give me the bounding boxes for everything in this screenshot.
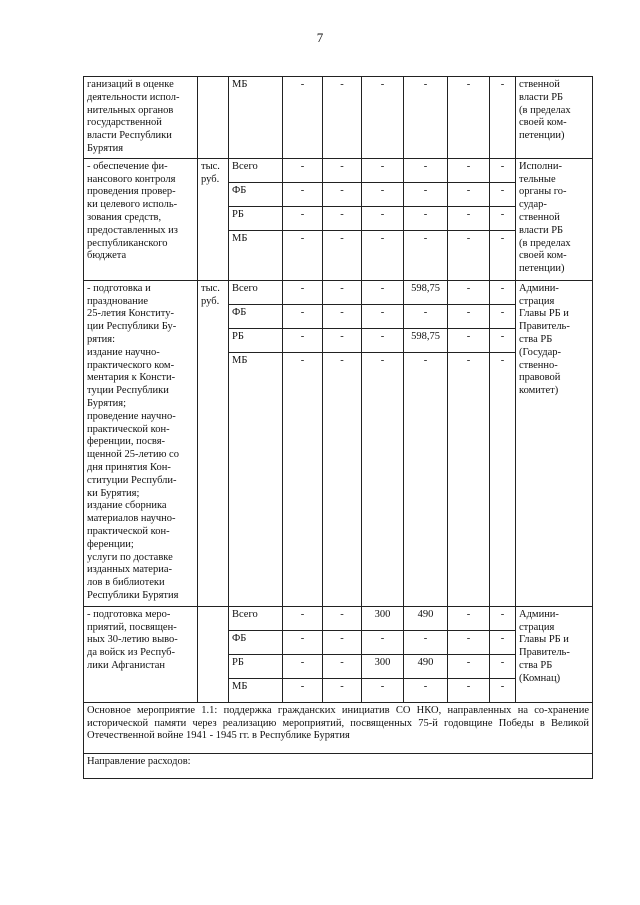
value-cell: - (323, 230, 362, 280)
value-cell: - (404, 230, 448, 280)
value-cell: - (283, 304, 323, 328)
value-cell: - (448, 206, 490, 230)
value-cell: - (362, 206, 404, 230)
funding-source-cell: ФБ (229, 304, 283, 328)
value-cell: - (448, 328, 490, 352)
value-cell: 598,75 (404, 280, 448, 304)
funding-source-cell: Всего (229, 606, 283, 630)
funding-source-cell: ФБ (229, 630, 283, 654)
value-cell: - (323, 158, 362, 182)
unit-cell: тыс. руб. (198, 280, 229, 606)
funding-source-cell: МБ (229, 77, 283, 159)
value-cell: - (448, 606, 490, 630)
value-cell: - (404, 678, 448, 702)
value-cell: - (323, 182, 362, 206)
value-cell: - (362, 352, 404, 606)
value-cell: 300 (362, 654, 404, 678)
value-cell: - (448, 304, 490, 328)
value-cell: - (490, 206, 516, 230)
value-cell: - (283, 352, 323, 606)
value-cell: - (362, 304, 404, 328)
funding-source-cell: РБ (229, 654, 283, 678)
responsible-cell: Исполни- тельные органы го- судар- ственной власти РБ (в пределах своей ком- петенции) (516, 158, 593, 280)
value-cell: - (283, 630, 323, 654)
value-cell: - (323, 630, 362, 654)
value-cell: - (283, 158, 323, 182)
value-cell: - (490, 230, 516, 280)
activity-cell: - подготовка и празднование 25-летия Конститу- ции Республики Бу- рятия: издание научно- практического ком- ментария к Консти- туции Республики Бурятия; проведение научно- практической кон- ференции, посвя- щенной 25-летию со дня принятия Кон- ституции Республи- ки Бурятия; издание сборника материалов научно- практической кон- ференции; услуги по доставке изданных материа- лов в библиотеки Республики Бурятия (84, 280, 198, 606)
value-cell: - (323, 654, 362, 678)
value-cell: - (448, 678, 490, 702)
value-cell: - (323, 77, 362, 159)
value-cell: 300 (362, 606, 404, 630)
responsible-cell: Админи- страция Главы РБ и Правитель- ства РБ (Комнац) (516, 606, 593, 702)
activity-cell: ганизаций в оценке деятельности испол- нительных органов государственной власти Республики Бурятия (84, 77, 198, 159)
value-cell: - (490, 654, 516, 678)
funding-source-cell: РБ (229, 206, 283, 230)
page-number: 7 (316, 30, 324, 45)
value-cell: - (448, 654, 490, 678)
value-cell: - (323, 678, 362, 702)
unit-cell (198, 77, 229, 159)
value-cell: - (362, 280, 404, 304)
funding-source-cell: МБ (229, 230, 283, 280)
value-cell: - (490, 280, 516, 304)
funding-source-cell: Всего (229, 280, 283, 304)
value-cell: - (362, 158, 404, 182)
activity-cell: - подготовка меро- приятий, посвящен- ных 30-летию выво- да войск из Респуб- лики Афганистан (84, 606, 198, 702)
activity-cell: - обеспечение фи- нансового контроля проведения провер- ки целевого исполь- зования средств, предоставленных из республиканского бюджета (84, 158, 198, 280)
direction-row (84, 753, 593, 778)
value-cell: 490 (404, 606, 448, 630)
value-cell: - (283, 206, 323, 230)
value-cell: - (448, 352, 490, 606)
value-cell: 598,75 (404, 328, 448, 352)
value-cell: - (490, 304, 516, 328)
value-cell: - (323, 352, 362, 606)
value-cell: - (323, 328, 362, 352)
value-cell: - (362, 630, 404, 654)
value-cell: - (283, 678, 323, 702)
table-row (84, 158, 593, 182)
value-cell: - (362, 678, 404, 702)
value-cell: - (283, 230, 323, 280)
value-cell: - (283, 77, 323, 159)
value-cell: - (362, 77, 404, 159)
budget-table (83, 76, 593, 779)
value-cell: - (323, 304, 362, 328)
value-cell: - (404, 630, 448, 654)
value-cell: - (448, 182, 490, 206)
table-row (84, 606, 593, 630)
value-cell: - (448, 630, 490, 654)
value-cell: - (404, 182, 448, 206)
value-cell: - (490, 328, 516, 352)
value-cell: - (283, 280, 323, 304)
funding-source-cell: ФБ (229, 182, 283, 206)
value-cell: - (490, 158, 516, 182)
value-cell: - (404, 77, 448, 159)
value-cell: - (490, 77, 516, 159)
value-cell: - (362, 230, 404, 280)
value-cell: - (404, 352, 448, 606)
table-body (84, 77, 593, 779)
responsible-cell: ственной власти РБ (в пределах своей ком- петенции) (516, 77, 593, 159)
value-cell: - (283, 182, 323, 206)
value-cell: - (283, 654, 323, 678)
responsible-cell: Админи- страция Главы РБ и Правитель- ства РБ (Государ- ственно- правовой комитет) (516, 280, 593, 606)
funding-source-cell: Всего (229, 158, 283, 182)
value-cell: - (323, 280, 362, 304)
value-cell: - (490, 630, 516, 654)
value-cell: - (283, 328, 323, 352)
value-cell: - (490, 352, 516, 606)
value-cell: - (404, 206, 448, 230)
value-cell: - (448, 230, 490, 280)
table-row (84, 77, 593, 159)
value-cell: - (404, 304, 448, 328)
unit-cell (198, 606, 229, 702)
table-row (84, 280, 593, 304)
value-cell: - (362, 182, 404, 206)
value-cell: - (404, 158, 448, 182)
unit-cell: тыс. руб. (198, 158, 229, 280)
value-cell: - (448, 77, 490, 159)
value-cell: 490 (404, 654, 448, 678)
main-event-row (84, 702, 593, 753)
value-cell: - (490, 182, 516, 206)
value-cell: - (448, 280, 490, 304)
value-cell: - (362, 328, 404, 352)
value-cell: - (323, 206, 362, 230)
value-cell: - (448, 158, 490, 182)
value-cell: - (283, 606, 323, 630)
value-cell: - (490, 678, 516, 702)
value-cell: - (323, 606, 362, 630)
funding-source-cell: МБ (229, 678, 283, 702)
main-event-text: Основное мероприятие 1.1: поддержка гражданских инициатив СО НКО, направленных на со-хранение исторической памяти через реализацию мероприятий, посвященных 75-й годовщине Победы в Великой Отечественной войне 1941 - 1945 гг. в Республике Бурятия (84, 702, 593, 753)
funding-source-cell: РБ (229, 328, 283, 352)
value-cell: - (490, 606, 516, 630)
direction-label: Направление расходов: (84, 753, 593, 778)
funding-source-cell: МБ (229, 352, 283, 606)
